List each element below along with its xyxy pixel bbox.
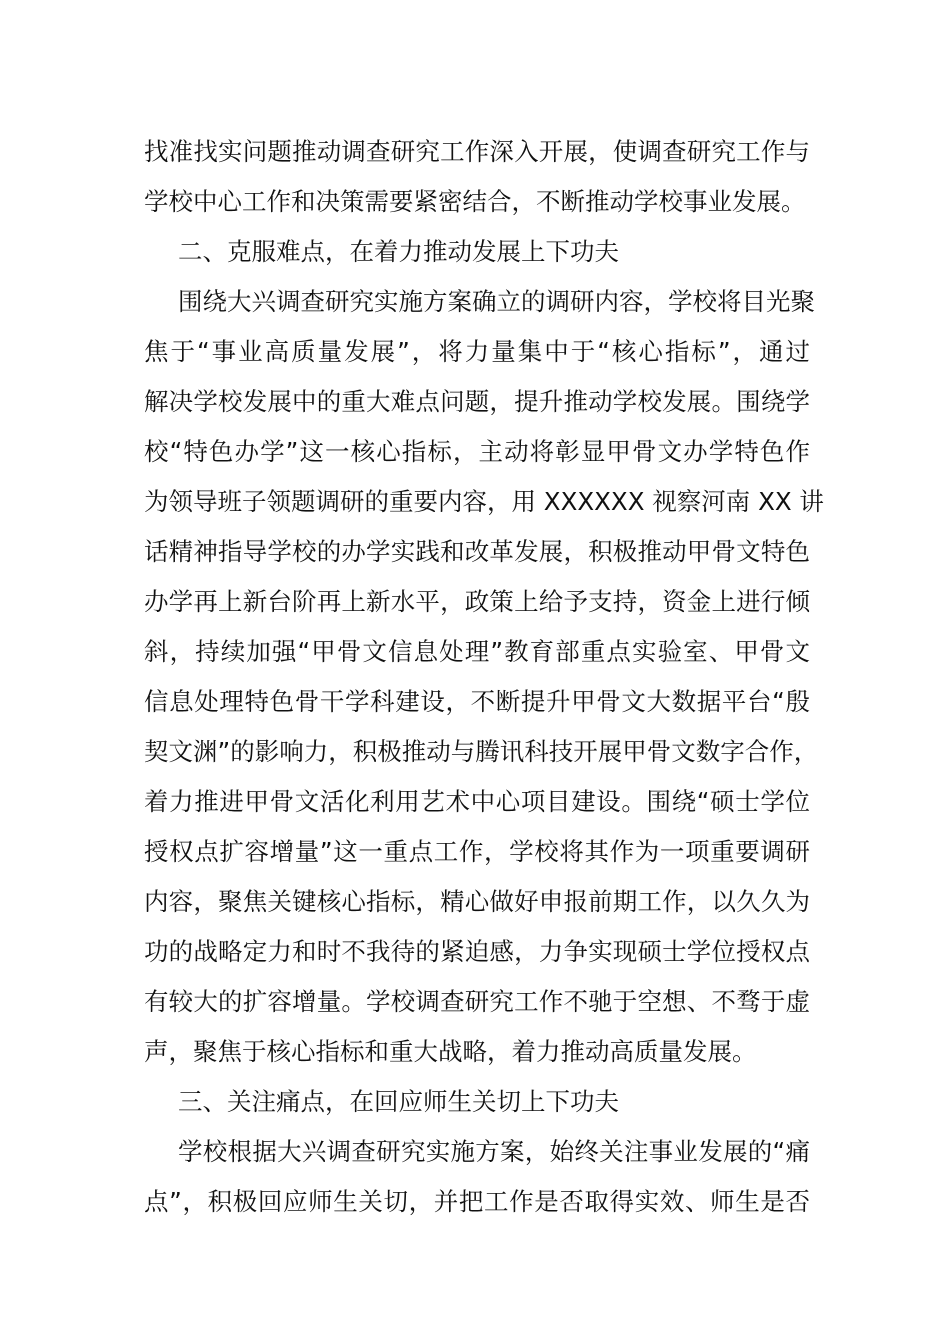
section-heading-3: 三、关注痛点，在回应师生关切上下功夫 bbox=[178, 1087, 619, 1116]
body-text-line: 找准找实问题推动调查研究工作深入开展，使调查研究工作与 bbox=[144, 137, 810, 166]
body-text-line: 契文渊”的影响力，积极推动与腾讯科技开展甲骨文数字合作， bbox=[144, 737, 819, 766]
body-text-line: 焦于“事业高质量发展”，将力量集中于“核心指标”，通过 bbox=[144, 337, 810, 366]
body-text-line: 着力推进甲骨文活化利用艺术中心项目建设。围绕“硕士学位 bbox=[144, 787, 810, 816]
paragraph-first-line: 学校根据大兴调查研究实施方案，始终关注事业发展的“痛 bbox=[178, 1137, 810, 1166]
body-text-line: 声，聚焦于核心指标和重大战略，着力推动高质量发展。 bbox=[144, 1037, 757, 1066]
body-text-line: 话精神指导学校的办学实践和改革发展，积极推动甲骨文特色 bbox=[144, 537, 810, 566]
body-text-line: 为领导班子领题调研的重要内容，用 XXXXXX 视察河南 XX 讲 bbox=[144, 487, 824, 516]
body-text-line: 功的战略定力和时不我待的紧迫感，力争实现硕士学位授权点 bbox=[144, 937, 810, 966]
body-text-line: 有较大的扩容增量。学校调查研究工作不驰于空想、不骛于虚 bbox=[144, 987, 810, 1016]
body-text-line: 内容，聚焦关键核心指标，精心做好申报前期工作，以久久为 bbox=[144, 887, 810, 916]
body-text-line: 校“特色办学”这一核心指标，主动将彰显甲骨文办学特色作 bbox=[144, 437, 810, 466]
body-text-line: 点”，积极回应师生关切，并把工作是否取得实效、师生是否 bbox=[144, 1187, 810, 1216]
body-text-line: 学校中心工作和决策需要紧密结合，不断推动学校事业发展。 bbox=[144, 187, 806, 216]
body-text-line: 信息处理特色骨干学科建设，不断提升甲骨文大数据平台“殷 bbox=[144, 687, 810, 716]
body-text-line: 解决学校发展中的重大难点问题，提升推动学校发展。围绕学 bbox=[144, 387, 810, 416]
section-heading-2: 二、克服难点，在着力推动发展上下功夫 bbox=[178, 237, 619, 266]
body-text-line: 办学再上新台阶再上新水平，政策上给予支持，资金上进行倾 bbox=[144, 587, 810, 616]
paragraph-first-line: 围绕大兴调查研究实施方案确立的调研内容，学校将目光聚 bbox=[178, 287, 815, 316]
body-text-line: 斜，持续加强“甲骨文信息处理”教育部重点实验室、甲骨文 bbox=[144, 637, 810, 666]
body-text-line: 授权点扩容增量”这一重点工作，学校将其作为一项重要调研 bbox=[144, 837, 810, 866]
